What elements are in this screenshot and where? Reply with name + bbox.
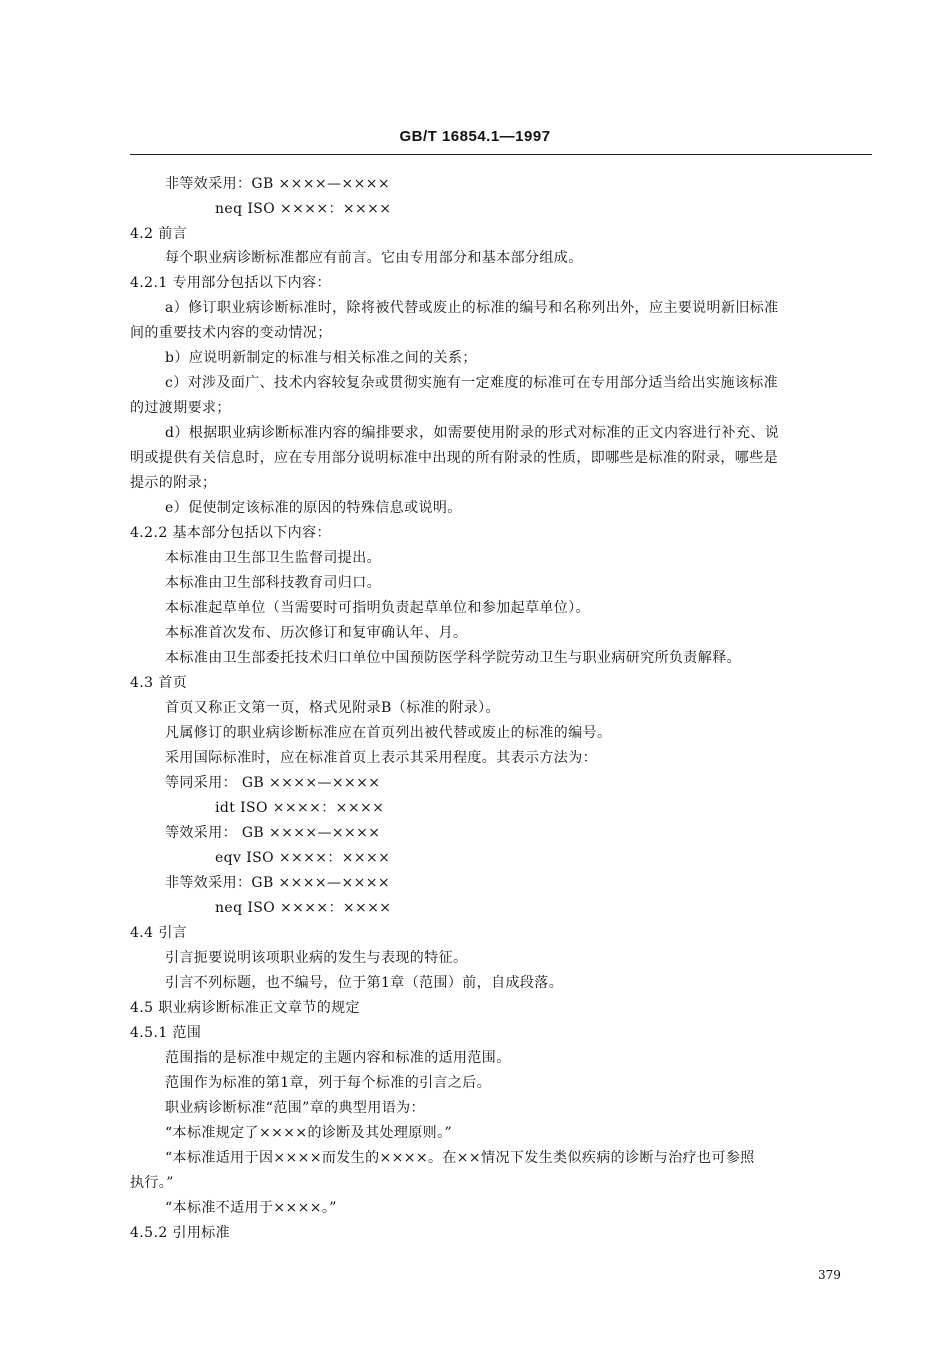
text-line: 引言扼要说明该项职业病的发生与表现的特征。 — [165, 950, 468, 966]
text-line: 范围作为标准的第1章，列于每个标准的引言之后。 — [165, 1075, 492, 1091]
text-line: 4.4 引言 — [130, 925, 188, 941]
header-rule — [130, 154, 872, 155]
text-line: 非等效采用：GB ××××—×××× — [165, 875, 390, 891]
text-line: 本标准由卫生部卫生监督司提出。 — [165, 550, 381, 566]
text-line: 本标准由卫生部委托技术归口单位中国预防医学科学院劳动卫生与职业病研究所负责解释。 — [165, 650, 741, 666]
text-line: 4.2.1 专用部分包括以下内容： — [130, 275, 331, 291]
text-line: 范围指的是标准中规定的主题内容和标准的适用范围。 — [165, 1050, 511, 1066]
text-line: 采用国际标准时，应在标准首页上表示其采用程度。其表示方法为： — [165, 750, 597, 766]
text-line: 等效采用： GB ××××—×××× — [165, 825, 381, 841]
text-line: 4.2 前言 — [130, 226, 188, 242]
text-line: 非等效采用：GB ××××—×××× — [165, 176, 390, 192]
text-line: idt ISO ××××：×××× — [215, 800, 385, 816]
text-line: 4.5.1 范围 — [130, 1025, 202, 1041]
text-line: 等同采用： GB ××××—×××× — [165, 775, 381, 791]
text-line: “本标准不适用于××××。” — [165, 1200, 337, 1216]
text-line: neq ISO ××××：×××× — [215, 201, 392, 217]
text-line: d）根据职业病诊断标准内容的编排要求，如需要使用附录的形式对标准的正文内容进行补充、说 — [165, 425, 780, 441]
text-line: “本标准适用于因××××而发生的××××。在××情况下发生类似疾病的诊断与治疗也可参照 — [165, 1150, 755, 1166]
text-line: 本标准起草单位（当需要时可指明负责起草单位和参加起草单位）。 — [165, 600, 590, 616]
text-line: “本标准规定了××××的诊断及其处理原则。” — [165, 1125, 453, 1141]
text-line: 4.2.2 基本部分包括以下内容： — [130, 525, 331, 541]
text-line: 首页又称正文第一页，格式见附录B（标准的附录）。 — [165, 700, 500, 716]
text-line: 执行。” — [130, 1175, 174, 1191]
text-line: 的过渡期要求； — [130, 400, 231, 416]
page-number: 379 — [818, 1268, 841, 1282]
text-line: b）应说明新制定的标准与相关标准之间的关系； — [165, 350, 477, 366]
text-line: 职业病诊断标准“范围”章的典型用语为： — [165, 1100, 425, 1116]
text-line: 引言不列标题，也不编号，位于第1章（范围）前，自成段落。 — [165, 975, 564, 991]
text-line: neq ISO ××××：×××× — [215, 900, 392, 916]
text-line: 明或提供有关信息时，应在专用部分说明标准中出现的所有附录的性质，即哪些是标准的附录，哪些是 — [130, 450, 778, 466]
text-line: 凡属修订的职业病诊断标准应在首页列出被代替或废止的标准的编号。 — [165, 725, 612, 741]
text-line: 提示的附录； — [130, 475, 217, 491]
text-line: a）修订职业病诊断标准时，除将被代替或废止的标准的编号和名称列出外，应主要说明新旧标准 — [165, 300, 779, 316]
text-line: 间的重要技术内容的变动情况； — [130, 325, 332, 341]
text-line: 4.5.2 引用标准 — [130, 1225, 231, 1241]
text-line: 4.3 首页 — [130, 675, 188, 691]
text-line: 本标准首次发布、历次修订和复审确认年、月。 — [165, 625, 468, 641]
text-line: 本标准由卫生部科技教育司归口。 — [165, 575, 381, 591]
text-line: 每个职业病诊断标准都应有前言。它由专用部分和基本部分组成。 — [165, 250, 583, 266]
standard-code-header: GB/T 16854.1—1997 — [399, 128, 551, 145]
text-line: c）对涉及面广、技术内容较复杂或贯彻实施有一定难度的标准可在专用部分适当给出实施该标准 — [165, 375, 779, 391]
text-line: eqv ISO ××××：×××× — [215, 850, 391, 866]
text-line: 4.5 职业病诊断标准正文章节的规定 — [130, 1000, 360, 1016]
text-line: e）促使制定该标准的原因的特殊信息或说明。 — [165, 500, 462, 516]
